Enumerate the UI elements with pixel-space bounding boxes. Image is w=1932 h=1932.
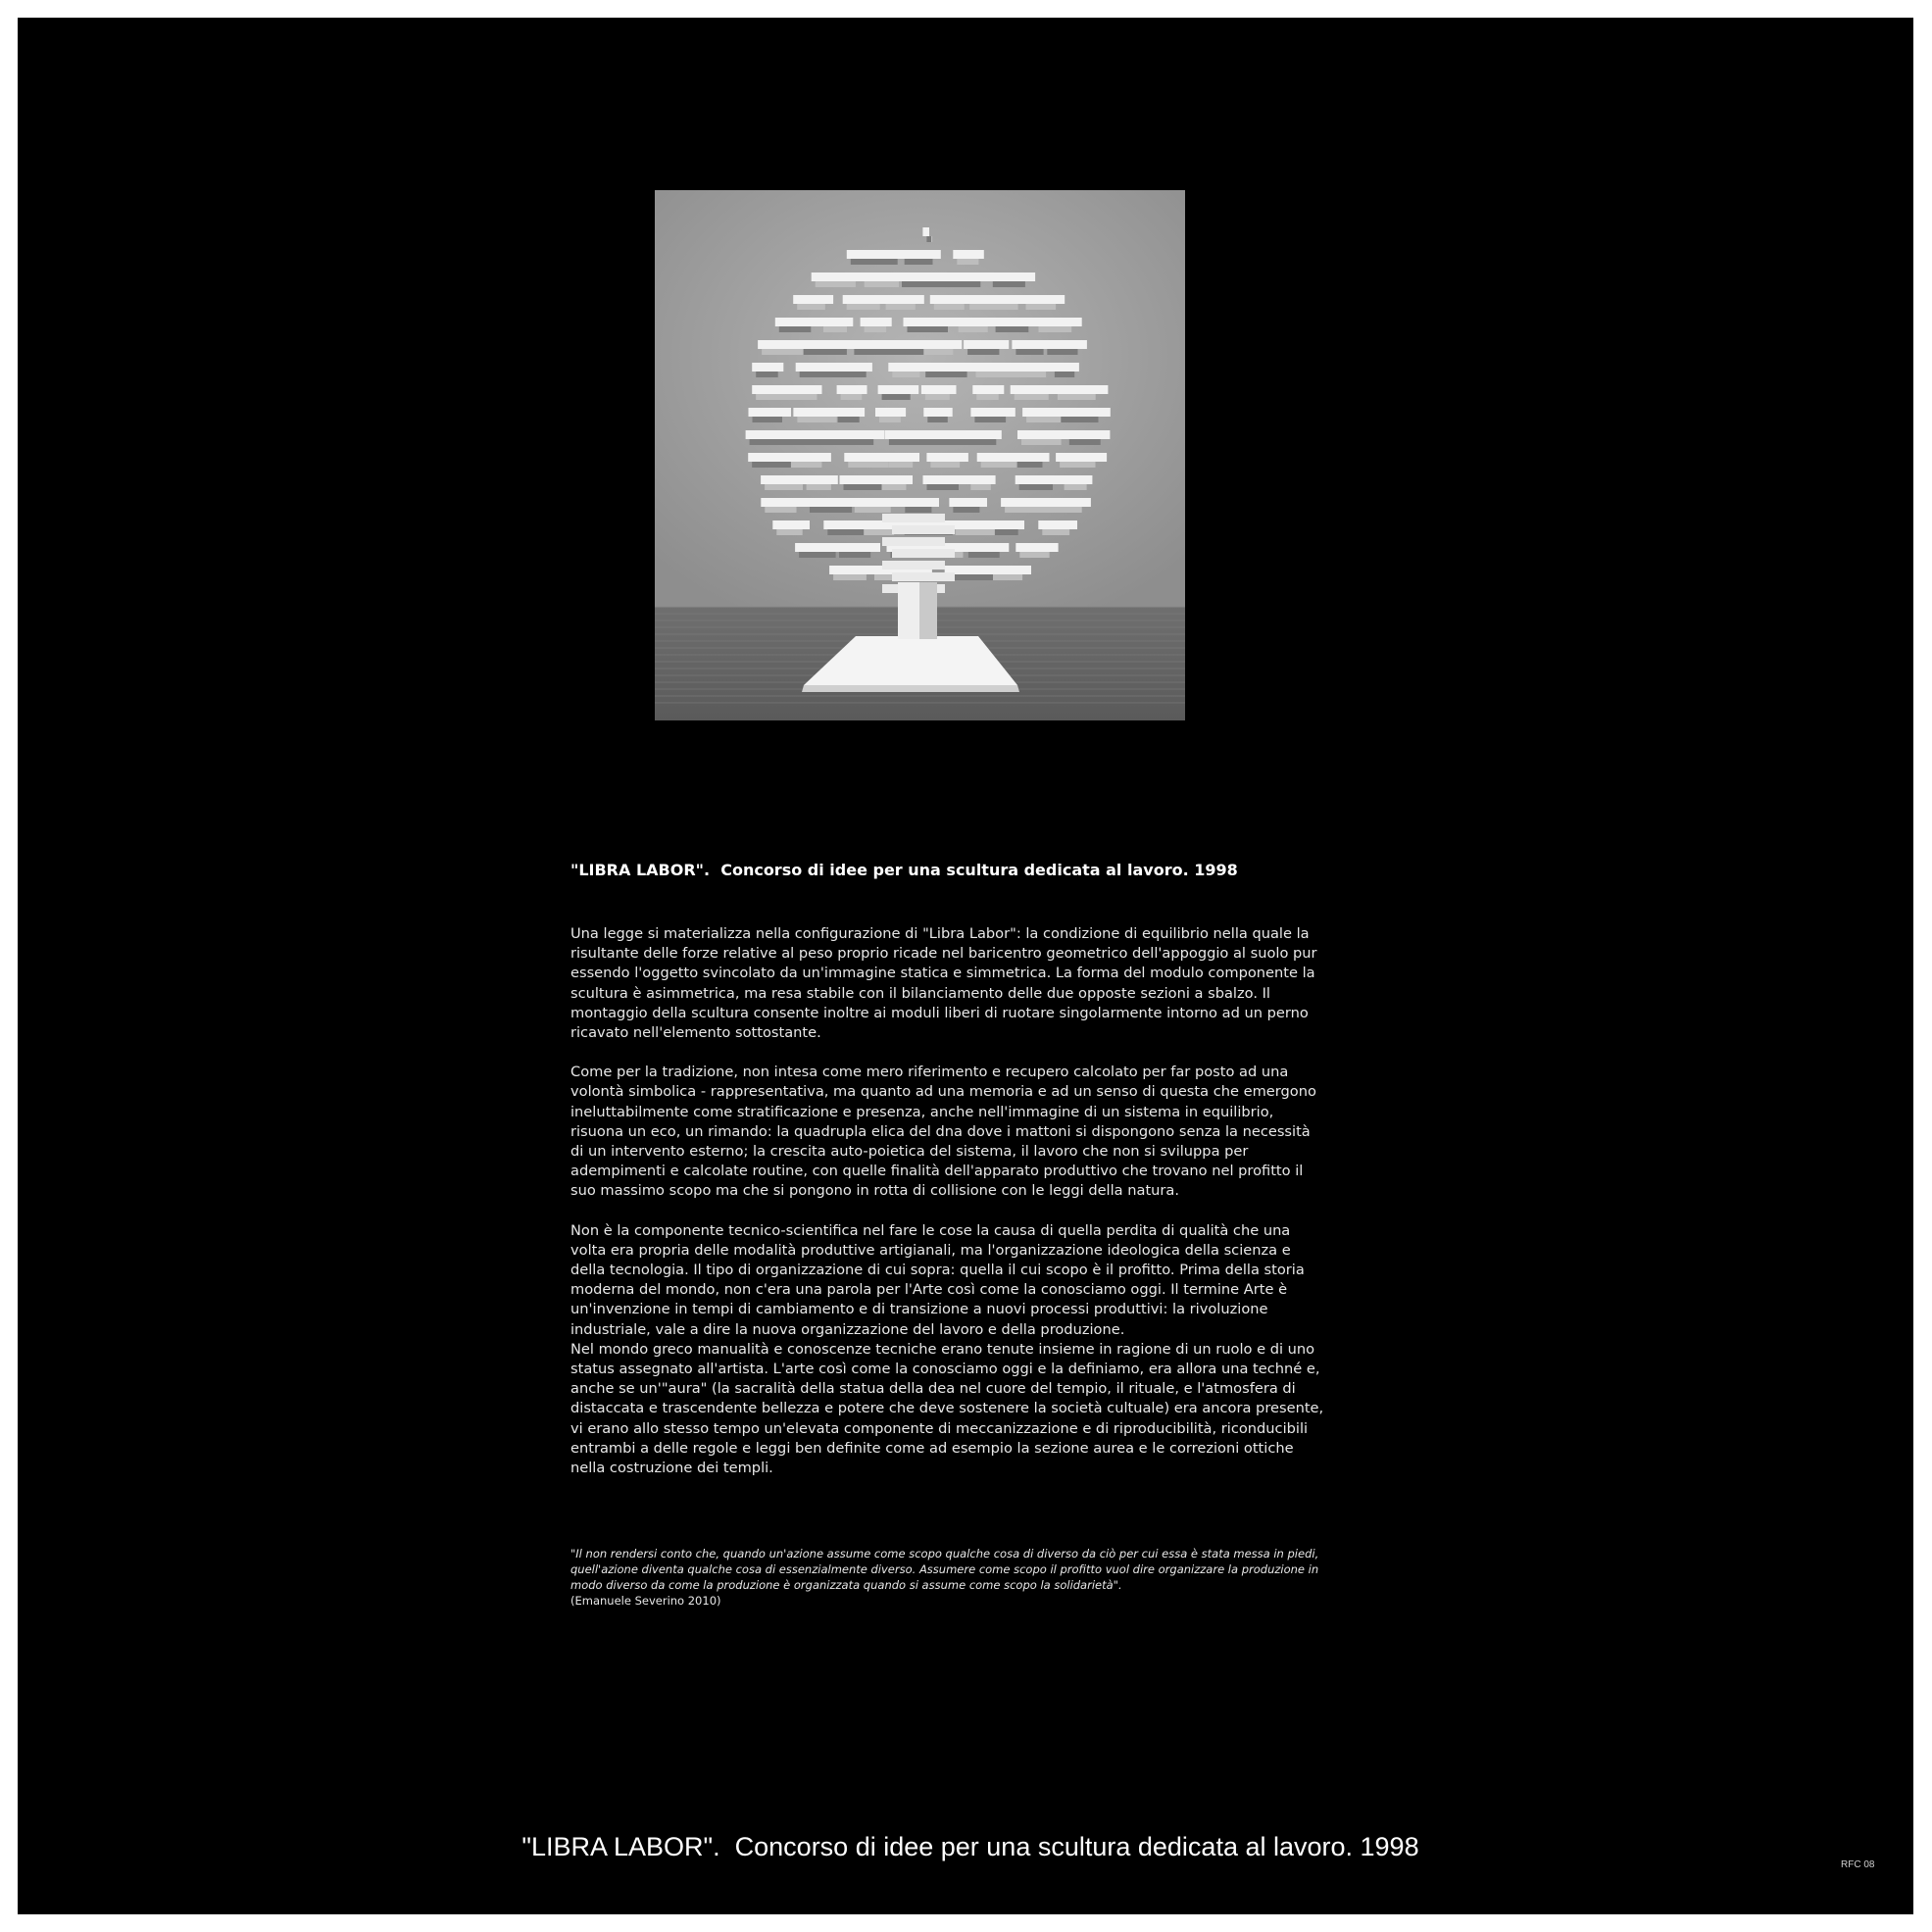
sculpture-module-shadow — [981, 462, 1016, 468]
sculpture-trunk-block — [892, 572, 955, 581]
sculpture-trunk-block — [882, 537, 945, 546]
sculpture-module — [749, 408, 792, 417]
sculpture-module-shadow — [810, 507, 852, 513]
sculpture-module-shadow — [1042, 529, 1069, 535]
sculpture-module-shadow — [843, 372, 867, 377]
sculpture-module-shadow — [927, 417, 948, 422]
sculpture-module — [1022, 295, 1065, 304]
sculpture-module-shadow — [756, 372, 778, 377]
sculpture-module-shadow — [892, 372, 919, 377]
quote-text: "Il non rendersi conto che, quando un'azione assume come scopo qualche cosa di diverso da ciò per cui essa è stata messa in piedi, quell'azione diventa qualche cosa di essenzialmente diverso. Assumere come scopo il profitto vuol dire organizzare la produzione in modo diverso da come la produzione è organizzata quando si assume come scopo la solidarietà". — [570, 1547, 1319, 1592]
sculpture-module-shadow — [996, 326, 1029, 332]
sculpture-module-shadow — [1052, 507, 1082, 513]
sculpture-module-shadow — [882, 394, 911, 400]
sculpture-module-shadow — [959, 326, 988, 332]
sculpture-module — [923, 475, 969, 484]
sculpture-module — [1043, 340, 1087, 349]
sculpture-module — [1057, 408, 1111, 417]
sculpture-module-shadow — [908, 326, 949, 332]
sculpture-module — [901, 498, 939, 507]
sculpture-module — [955, 318, 997, 326]
sculpture-module — [834, 408, 866, 417]
sculpture-trunk-block — [892, 549, 955, 558]
sculpture-module-shadow — [886, 304, 916, 310]
sculpture-module-shadow — [839, 439, 874, 445]
sculpture-module — [1035, 318, 1082, 326]
sculpture-module — [919, 340, 962, 349]
sculpture-module-shadow — [993, 281, 1025, 287]
sculpture-trunk-block — [892, 525, 955, 534]
sculpture-module — [972, 385, 1004, 394]
sculpture-module-shadow — [926, 236, 931, 242]
sculpture-module — [861, 318, 892, 326]
sculpture-module — [901, 250, 941, 259]
sculpture-module-shadow — [865, 281, 899, 287]
sculpture-module-shadow — [1019, 484, 1053, 490]
sculpture-module — [965, 543, 1009, 552]
sculpture-module — [835, 543, 880, 552]
sculpture-module — [752, 363, 783, 372]
sculpture-module-shadow — [976, 372, 1023, 377]
sculpture-module — [787, 453, 831, 462]
sculpture-module — [1051, 363, 1079, 372]
sculpture-module — [772, 520, 810, 529]
sculpture-module — [921, 385, 957, 394]
sculpture-module-shadow — [765, 484, 803, 490]
sculpture-module-shadow — [925, 372, 966, 377]
sculpture-module — [829, 566, 876, 574]
sculpture-module — [839, 363, 872, 372]
sculpture-module-shadow — [756, 394, 802, 400]
sculpture-module-shadow — [1021, 372, 1046, 377]
sculpture-module — [775, 318, 821, 326]
sculpture-module-shadow — [851, 259, 898, 265]
sculpture-module-shadow — [765, 507, 796, 513]
sculpture-module-shadow — [839, 552, 870, 558]
sculpture-module — [884, 453, 919, 462]
sculpture-module-shadow — [1065, 484, 1087, 490]
sculpture-module-shadow — [750, 439, 798, 445]
sculpture-module-shadow — [833, 574, 867, 580]
sculpture-module-shadow — [847, 304, 880, 310]
sculpture-module-shadow — [796, 394, 817, 400]
sculpture-module — [923, 408, 952, 417]
sculpture-module-shadow — [905, 507, 931, 513]
sculpture-module-shadow — [1061, 417, 1098, 422]
bottom-caption: "LIBRA LABOR". Concorso di idee per una scultura dedicata al lavoro. 1998 — [521, 1832, 1419, 1861]
sculpture-module — [1038, 520, 1077, 529]
sculpture-module-shadow — [930, 462, 960, 468]
sculpture-module-shadow — [807, 484, 831, 490]
sculpture-module-shadow — [905, 259, 933, 265]
sculpture-module — [761, 498, 806, 507]
sculpture-module — [922, 227, 929, 236]
sculpture-module-shadow — [800, 372, 847, 377]
sculpture-module-shadow — [848, 462, 888, 468]
sculpture-module-shadow — [976, 394, 998, 400]
sculpture-module — [970, 430, 1002, 439]
paragraph-2: Come per la tradizione, non intesa come mero riferimento e recupero calcolato per far posto ad una volontà simbolica - rappresentativa, ma quanto ad una memoria e ad un senso di questa che emergono ineluttabilmente come stratificazione e presenza, anche nell'immagine di un sistema in equilibrio, risuona un eco, un rimando: la quadrupla elica del dna dove i mattoni si dispongono senza la necessità di un intervento esterno; la crescita auto-poietica del sistema, il lavoro che non si sviluppa per adempimenti e calcolate routine, con quelle finalità dell'apparato produttivo che trovano nel profitto il suo massimo scopo ma che si pongono in rotta di collisione con le leggi della natura. — [570, 1064, 1316, 1200]
quote-author: (Emanuele Severino 2010) — [570, 1594, 721, 1608]
sculpture-module — [1056, 453, 1107, 462]
sculpture-module — [989, 566, 1031, 574]
quote-block — [570, 1546, 1325, 1609]
sculpture-module-shadow — [934, 304, 965, 310]
sculpture-module-shadow — [974, 417, 1006, 422]
sculpture-module — [803, 475, 838, 484]
sculpture-module-shadow — [923, 349, 953, 355]
sculpture-module-shadow — [1026, 417, 1063, 422]
sculpture-module-shadow — [797, 304, 825, 310]
sculpture-module-shadow — [956, 529, 997, 535]
sculpture-module-shadow — [957, 259, 978, 265]
sculpture-module — [851, 498, 903, 507]
sculpture-module-shadow — [927, 484, 960, 490]
sculpture-module — [926, 453, 968, 462]
sculpture-module-shadow — [953, 507, 979, 513]
sculpture-module-shadow — [776, 529, 802, 535]
sculpture-module-shadow — [974, 439, 996, 445]
paragraph-3: Non è la componente tecnico-scientifica nel fare le cose la causa di quella perdita di qualità che una volta era propria delle modalità produttive artigianali, ma l'organizzazione ideologica della scienza e della tecnologia. Il tipo di organizzazione di cui sopra: quella il cui scopo è il profitto. Prima della storia moderna del mondo, non c'era una parola per l'Arte così come la conosciamo oggi. Il termine Arte è un'invenzione in tempi di cambiamento e di transizione a nuovi processi produttivi: la rivoluzione industriale, vale a dire la nuova organizzazione del lavoro e della produzione. — [570, 1221, 1305, 1338]
sculpture-module-shadow — [827, 529, 866, 535]
sculpture-module-shadow — [970, 484, 991, 490]
sculpture-module-shadow — [949, 574, 999, 580]
article-heading: "LIBRA LABOR". Concorso di idee per una scultura dedicata al lavoro. 1998 — [570, 861, 1238, 879]
sculpture-module — [1061, 475, 1093, 484]
sculpture-module-shadow — [794, 439, 844, 445]
sculpture-module-shadow — [937, 439, 976, 445]
sculpture-module — [943, 272, 990, 281]
sculpture-module — [964, 340, 1009, 349]
sculpture-module-shadow — [967, 349, 999, 355]
sculpture-module-shadow — [1016, 349, 1043, 355]
sculpture-module-shadow — [879, 417, 901, 422]
sculpture-module — [966, 475, 995, 484]
sculpture-module-shadow — [1017, 462, 1043, 468]
sculpture-trunk-block — [882, 561, 945, 570]
sculpture-module-shadow — [969, 304, 1017, 310]
sculpture-module-shadow — [823, 326, 847, 332]
sculpture-module — [793, 295, 833, 304]
sculpture-module-shadow — [882, 484, 907, 490]
sculpture-module — [819, 318, 853, 326]
sculpture-module-shadow — [838, 417, 860, 422]
sculpture-module-shadow — [1021, 439, 1062, 445]
sculpture-module — [875, 408, 906, 417]
article-body — [570, 924, 1325, 1478]
sculpture-module — [835, 430, 885, 439]
sculpture-module-shadow — [995, 529, 1018, 535]
sculpture-module — [878, 475, 914, 484]
sculpture-module — [1054, 385, 1109, 394]
sculpture-module — [953, 250, 984, 259]
sculpture-module-shadow — [1058, 394, 1096, 400]
sculpture-module — [878, 385, 919, 394]
plate-code: RFC 08 — [1841, 1859, 1875, 1870]
sculpture-module-shadow — [841, 394, 863, 400]
paragraph-4: Nel mondo greco manualità e conoscenze tecniche erano tenute insieme in ragione di un ruolo e di uno status assegnato all'artista. L'arte così come la conosciamo oggi e la definiamo, era allora una techné e, anche se un'"aura" (la sacralità della statua della dea nel cuore del tempio, il rituale, e l'atmosfera di distaccata e trascendente bellezza e potere che deve sostenere la società cultuale) era ancora presente, vi erano allo stesso tempo un'elevata componente di meccanizzazione e di riproducibilità, riconducibili entrambi a delle regole e leggi ben definite come ad esempio la sezione aurea e le correzioni ottiche nella costruzione dei templi. — [570, 1340, 1324, 1477]
sculpture-module — [1048, 498, 1091, 507]
sculpture-module-shadow — [799, 552, 836, 558]
sculpture-module — [970, 408, 1015, 417]
sculpture-module-shadow — [855, 507, 891, 513]
sculpture-module-shadow — [947, 281, 980, 287]
sculpture-module-shadow — [797, 417, 836, 422]
sculpture-module-shadow — [1019, 552, 1049, 558]
sculpture-module — [992, 318, 1039, 326]
sculpture-module-shadow — [1055, 372, 1074, 377]
sculpture-module-shadow — [1026, 304, 1057, 310]
sculpture-module — [1014, 453, 1050, 462]
sculpture-module — [1017, 363, 1053, 372]
sculpture-module-shadow — [816, 281, 856, 287]
sculpture-module-shadow — [1047, 349, 1077, 355]
sculpture-module-shadow — [804, 349, 847, 355]
sculpture-module — [837, 385, 867, 394]
sculpture-module-shadow — [902, 281, 951, 287]
sculpture-module — [949, 498, 987, 507]
sculpture-module-shadow — [968, 552, 1000, 558]
sculpture-module-shadow — [779, 326, 812, 332]
sculpture-module-shadow — [1039, 326, 1072, 332]
sculpture-module — [882, 295, 924, 304]
sculpture-module — [1065, 430, 1111, 439]
sculpture-module — [989, 272, 1035, 281]
sculpture-module-shadow — [1005, 507, 1054, 513]
sculpture-module-shadow — [1060, 462, 1095, 468]
sculpture-module-shadow — [865, 326, 887, 332]
sculpture-module-shadow — [925, 394, 950, 400]
sculpture-trunk-block — [882, 514, 945, 522]
sculpture-module — [1016, 543, 1058, 552]
sculpture-module — [792, 385, 821, 394]
sculpture-module — [904, 318, 962, 326]
sculpture-module-shadow — [762, 349, 805, 355]
sculpture-module-shadow — [888, 462, 913, 468]
sculpture-module-shadow — [1069, 439, 1101, 445]
sculpture-module-shadow — [993, 574, 1022, 580]
sculpture-module-shadow — [1015, 394, 1049, 400]
paragraph-1: Una legge si materializza nella configurazione di "Libra Labor": la condizione di equilibrio nella quale la risultante delle forze relative al peso proprio ricade nel baricentro geometrico dell'appoggio al suolo pur essendo l'oggetto svincolato da un'immagine statica e simmetrica. La forma del modulo componente la scultura è asimmetrica, ma resa stabile con il bilanciamento delle due opposte sezioni a sbalzo. Il montaggio della scultura consente inoltre ai moduli liberi di ruotare singolarmente intorno ad un perno ricavato nell'elemento sottostante. — [570, 925, 1317, 1042]
sculpture-module — [991, 520, 1024, 529]
sculpture-module-shadow — [864, 529, 894, 535]
sculpture-module-shadow — [753, 417, 783, 422]
sculpture-module — [1011, 385, 1060, 394]
sculpture-module-shadow — [889, 439, 937, 445]
sculpture-module-shadow — [791, 462, 822, 468]
sculpture-render-image — [655, 190, 1185, 720]
sculpture-module — [1016, 475, 1064, 484]
